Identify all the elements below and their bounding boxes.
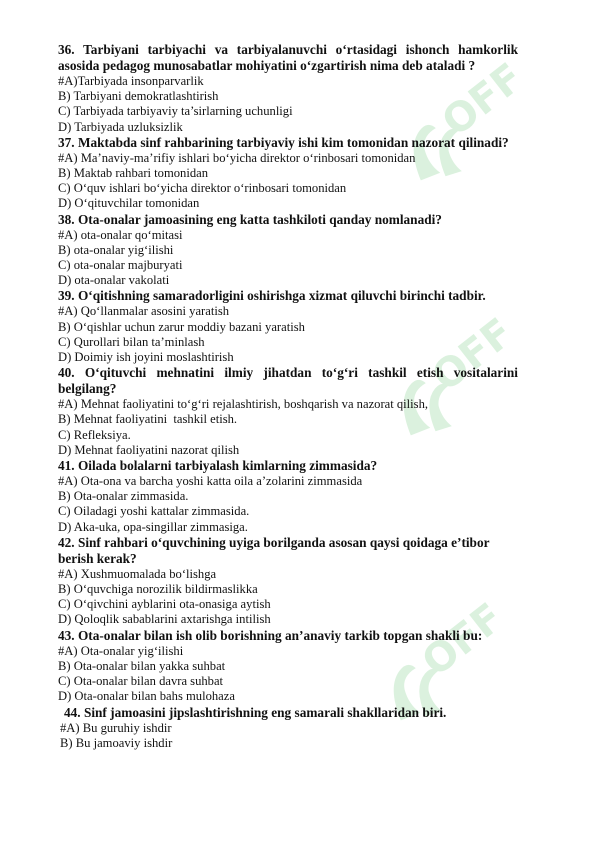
answer-option-c: C) O‘quv ishlari bo‘yicha direktor o‘rinbosari tomonidan — [58, 181, 347, 196]
question-title: 40. O‘qituvchi mehnatini ilmiy jihatdan to‘g‘ri tashkil etish vositalarini belgilang? — [58, 365, 518, 397]
question-37 — [58, 135, 518, 212]
answer-option-c: C) O‘qivchini ayblarini ota-onasiga aytish — [58, 597, 271, 612]
answer-option-d: D) Tarbiyada uzluksizlik — [58, 119, 183, 134]
answer-option-d: D) Doimiy ish joyini moslashtirish — [58, 350, 234, 365]
answer-option-b: B) Mehnat faoliyatini tashkil etish. — [58, 412, 238, 427]
answer-option-c: C) Tarbiyada tarbiyaviy ta’sirlarning uchunligi — [58, 104, 293, 119]
answer-option-d: D) Mehnat faoliyatini nazorat qilish — [58, 442, 240, 457]
answer-option-c: C) Oiladagi yoshi kattalar zimmasida. — [58, 504, 250, 519]
answer-option-c: C) Ota-onalar bilan davra suhbat — [58, 674, 224, 689]
question-title: 41. Oilada bolalarni tarbiyalash kimlarning zimmasida? — [58, 458, 378, 474]
question-42 — [58, 535, 518, 628]
answer-option-a: #A) Ma’naviy-ma’rifiy ishlari bo‘yicha direktor o‘rinbosari tomonidan — [58, 150, 416, 165]
answer-option-b: B) O‘qishlar uchun zarur moddiy bazani yaratish — [58, 319, 305, 334]
answer-option-d: D) O‘qituvchilar tomonidan — [58, 196, 200, 211]
question-title: 44. Sinf jamoasini jipslashtirishning eng samarali shakllaridan biri. — [64, 704, 447, 720]
question-title: 36. Tarbiyani tarbiyachi va tarbiyalanuvchi o‘rtasidagi ishonch hamkorlik asosida pedagog munosabatlar mohiyatini o‘zgartirish nima deb ataladi ? — [58, 42, 518, 73]
question-title: 39. O‘qitishning samaradorligini oshirishga xizmat qiluvchi birinchi tadbir. — [58, 288, 486, 304]
answer-option-b: B) Tarbiyani demokratlashtirish — [58, 89, 219, 104]
answer-option-a: #A) Qo‘llanmalar asosini yaratish — [58, 304, 230, 319]
question-40 — [58, 365, 518, 458]
answer-option-c: C) ota-onalar majburyati — [58, 258, 183, 273]
answer-option-b: B) Bu jamoaviy ishdir — [60, 735, 173, 750]
question-43 — [58, 628, 518, 705]
answer-option-b: B) Maktab rahbari tomonidan — [58, 166, 209, 181]
answer-option-a: #A) ota-onalar qo‘mitasi — [58, 227, 183, 242]
answer-option-d: D) Qoloqlik sabablarini axtarishga intilish — [58, 612, 271, 627]
answer-option-b: B) ota-onalar yig‘ilishi — [58, 242, 174, 257]
question-title: 43. Ota-onalar bilan ish olib borishning an’anaviy tarkib topgan shakli bu: — [58, 627, 483, 643]
watermark-text: OFF — [423, 309, 522, 401]
answer-option-b: B) Ota-onalar bilan yakka suhbat — [58, 658, 226, 673]
question-title: 42. Sinf rahbari o‘quvchining uyiga borilganda asosan qaysi qoidaga e’tibor berish kerak? — [58, 534, 490, 566]
answer-option-d: D) Ota-onalar bilan bahs mulohaza — [58, 689, 235, 704]
answer-option-c: C) Refleksiya. — [58, 427, 131, 442]
question-44 — [58, 705, 518, 751]
question-title: 37. Maktabda sinf rahbarining tarbiyaviy ishi kim tomonidan nazorat qilinadi? — [58, 134, 509, 150]
answer-option-a: #A)Tarbiyada insonparvarlik — [58, 74, 204, 88]
answer-option-a: #A) Ota-ona va barcha yoshi katta oila a’zolarini zimmasida — [58, 474, 363, 489]
watermark-text: OFF — [433, 54, 532, 146]
test-document — [58, 42, 518, 751]
question-36 — [58, 42, 518, 135]
answer-option-b: B) O‘quvchiga norozilik bildirmaslikka — [58, 582, 258, 597]
question-41 — [58, 458, 518, 535]
answer-option-a: #A) Mehnat faoliyatini to‘g‘ri rejalashtirish, boshqarish va nazorat qilish, — [58, 397, 429, 412]
answer-option-b: B) Ota-onalar zimmasida. — [58, 489, 189, 504]
answer-option-d: D) ota-onalar vakolati — [58, 273, 170, 288]
question-38 — [58, 212, 518, 289]
question-39 — [58, 288, 518, 365]
answer-option-a: #A) Ota-onalar yig‘ilishi — [58, 643, 184, 658]
question-title: 38. Ota-onalar jamoasining eng katta tashkiloti qanday nomlanadi? — [58, 211, 442, 227]
answer-option-c: C) Qurollari bilan ta’minlash — [58, 334, 205, 349]
answer-option-a: #A) Xushmuomalada bo‘lishga — [58, 566, 217, 581]
answer-option-a: #A) Bu guruhiy ishdir — [60, 720, 172, 735]
watermark-text: OFF — [413, 594, 512, 686]
answer-option-d: D) Aka-uka, opa-singillar zimmasiga. — [58, 519, 248, 534]
